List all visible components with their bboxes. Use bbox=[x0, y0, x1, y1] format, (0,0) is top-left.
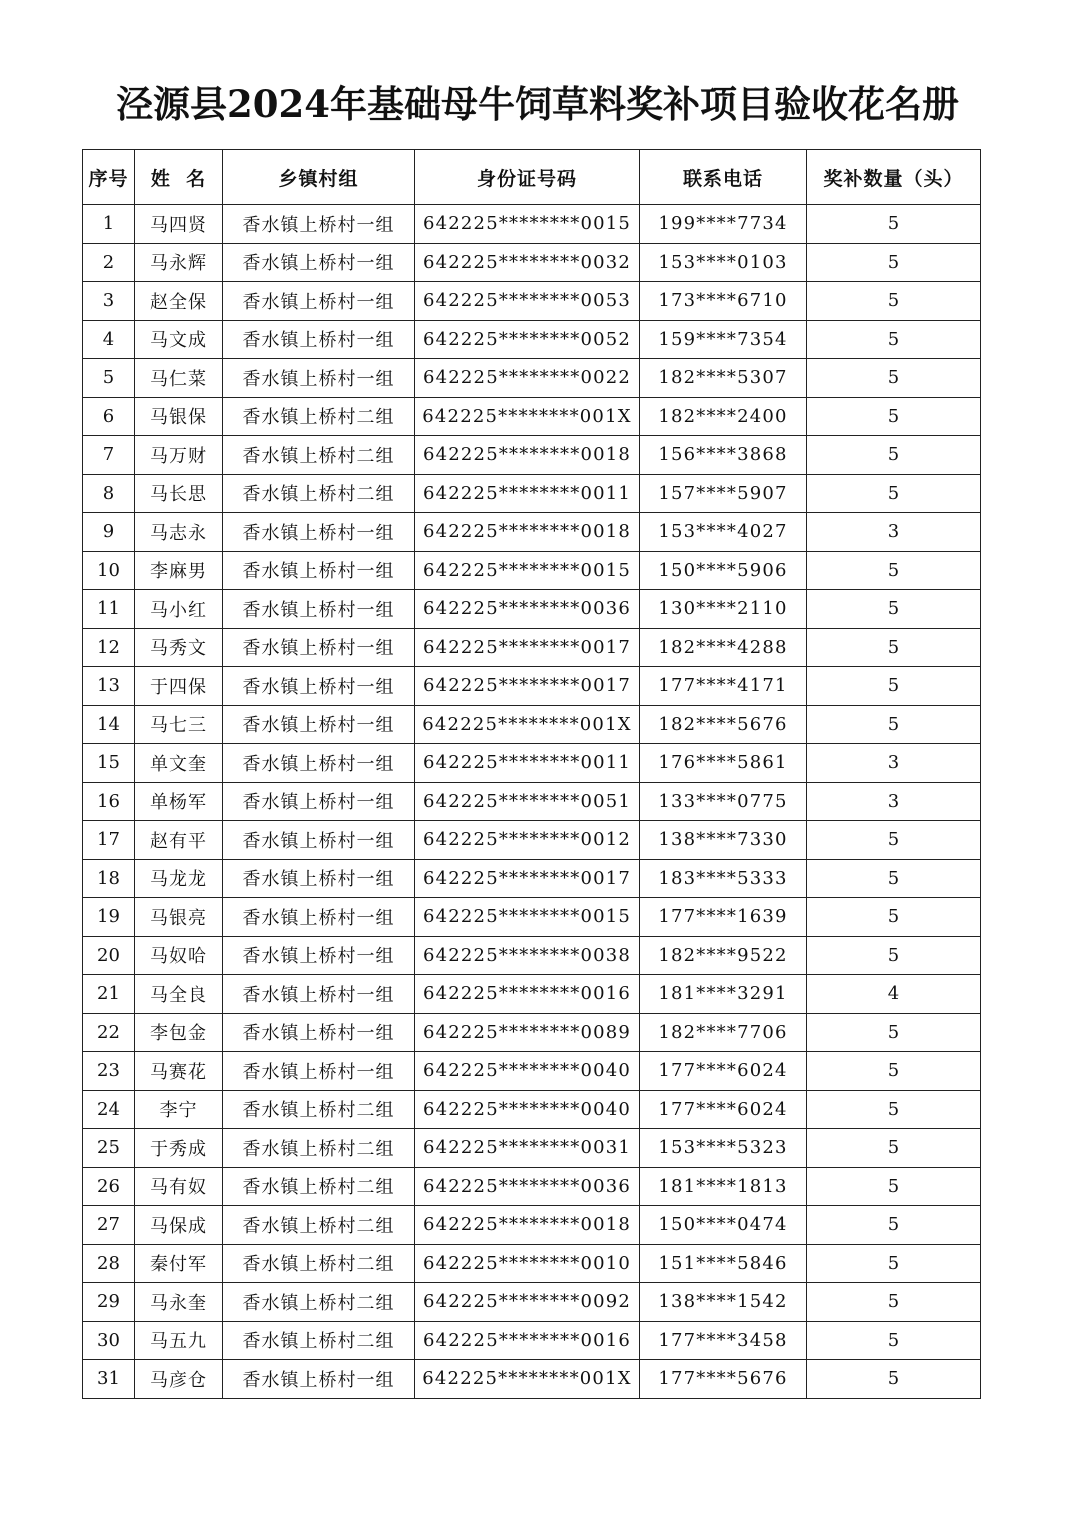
cell-village: 香水镇上桥村二组 bbox=[223, 1167, 415, 1206]
cell-idnum: 642225********0010 bbox=[415, 1244, 640, 1283]
cell-name: 马仁菜 bbox=[135, 359, 223, 398]
cell-village: 香水镇上桥村一组 bbox=[223, 859, 415, 898]
cell-idnum: 642225********0011 bbox=[415, 744, 640, 783]
cell-idnum: 642225********0015 bbox=[415, 898, 640, 937]
cell-seq: 17 bbox=[83, 821, 135, 860]
table-row bbox=[83, 590, 981, 629]
cell-seq: 3 bbox=[83, 282, 135, 321]
cell-seq: 7 bbox=[83, 436, 135, 475]
roster-table bbox=[82, 149, 981, 1399]
cell-qty: 5 bbox=[807, 898, 981, 937]
cell-idnum: 642225********0031 bbox=[415, 1129, 640, 1168]
cell-village: 香水镇上桥村二组 bbox=[223, 474, 415, 513]
cell-phone: 177****1639 bbox=[640, 898, 807, 937]
cell-name: 马秀文 bbox=[135, 628, 223, 667]
table-row bbox=[83, 705, 981, 744]
cell-qty: 5 bbox=[807, 436, 981, 475]
cell-phone: 183****5333 bbox=[640, 859, 807, 898]
cell-village: 香水镇上桥村一组 bbox=[223, 705, 415, 744]
cell-seq: 30 bbox=[83, 1321, 135, 1360]
table-row bbox=[83, 243, 981, 282]
cell-village: 香水镇上桥村一组 bbox=[223, 628, 415, 667]
cell-village: 香水镇上桥村一组 bbox=[223, 1052, 415, 1091]
cell-village: 香水镇上桥村一组 bbox=[223, 551, 415, 590]
cell-idnum: 642225********0036 bbox=[415, 1167, 640, 1206]
cell-seq: 18 bbox=[83, 859, 135, 898]
cell-idnum: 642225********0012 bbox=[415, 821, 640, 860]
cell-village: 香水镇上桥村一组 bbox=[223, 1360, 415, 1399]
table-row bbox=[83, 397, 981, 436]
cell-qty: 5 bbox=[807, 1244, 981, 1283]
cell-phone: 182****4288 bbox=[640, 628, 807, 667]
cell-village: 香水镇上桥村一组 bbox=[223, 359, 415, 398]
cell-qty: 5 bbox=[807, 1321, 981, 1360]
cell-name: 马志永 bbox=[135, 513, 223, 552]
cell-name: 马全良 bbox=[135, 975, 223, 1014]
cell-seq: 12 bbox=[83, 628, 135, 667]
cell-name: 马长思 bbox=[135, 474, 223, 513]
cell-qty: 5 bbox=[807, 474, 981, 513]
cell-seq: 22 bbox=[83, 1013, 135, 1052]
cell-phone: 177****5676 bbox=[640, 1360, 807, 1399]
cell-phone: 133****0775 bbox=[640, 782, 807, 821]
cell-phone: 130****2110 bbox=[640, 590, 807, 629]
cell-seq: 8 bbox=[83, 474, 135, 513]
header-village: 乡镇村组 bbox=[223, 150, 415, 205]
cell-idnum: 642225********0018 bbox=[415, 436, 640, 475]
cell-qty: 3 bbox=[807, 513, 981, 552]
cell-qty: 5 bbox=[807, 1052, 981, 1091]
cell-phone: 150****0474 bbox=[640, 1206, 807, 1245]
cell-seq: 9 bbox=[83, 513, 135, 552]
header-name: 姓 名 bbox=[135, 150, 223, 205]
cell-qty: 5 bbox=[807, 320, 981, 359]
table-row bbox=[83, 1167, 981, 1206]
cell-village: 香水镇上桥村二组 bbox=[223, 1129, 415, 1168]
cell-name: 于四保 bbox=[135, 667, 223, 706]
cell-idnum: 642225********0016 bbox=[415, 975, 640, 1014]
cell-idnum: 642225********0038 bbox=[415, 936, 640, 975]
cell-name: 马四贤 bbox=[135, 205, 223, 244]
cell-seq: 1 bbox=[83, 205, 135, 244]
cell-village: 香水镇上桥村二组 bbox=[223, 1206, 415, 1245]
table-row bbox=[83, 513, 981, 552]
cell-qty: 5 bbox=[807, 282, 981, 321]
cell-phone: 182****5307 bbox=[640, 359, 807, 398]
cell-idnum: 642225********0032 bbox=[415, 243, 640, 282]
cell-qty: 5 bbox=[807, 628, 981, 667]
cell-name: 单杨军 bbox=[135, 782, 223, 821]
cell-qty: 5 bbox=[807, 859, 981, 898]
cell-phone: 153****0103 bbox=[640, 243, 807, 282]
cell-seq: 31 bbox=[83, 1360, 135, 1399]
cell-name: 秦付军 bbox=[135, 1244, 223, 1283]
cell-village: 香水镇上桥村二组 bbox=[223, 1321, 415, 1360]
cell-village: 香水镇上桥村二组 bbox=[223, 436, 415, 475]
cell-name: 马奴哈 bbox=[135, 936, 223, 975]
cell-idnum: 642225********0092 bbox=[415, 1283, 640, 1322]
cell-seq: 26 bbox=[83, 1167, 135, 1206]
cell-name: 李包金 bbox=[135, 1013, 223, 1052]
cell-idnum: 642225********0016 bbox=[415, 1321, 640, 1360]
cell-village: 香水镇上桥村一组 bbox=[223, 282, 415, 321]
table-row bbox=[83, 1360, 981, 1399]
cell-phone: 176****5861 bbox=[640, 744, 807, 783]
cell-name: 于秀成 bbox=[135, 1129, 223, 1168]
cell-idnum: 642225********0052 bbox=[415, 320, 640, 359]
cell-idnum: 642225********0015 bbox=[415, 205, 640, 244]
cell-idnum: 642225********0089 bbox=[415, 1013, 640, 1052]
cell-seq: 14 bbox=[83, 705, 135, 744]
table-row bbox=[83, 282, 981, 321]
cell-qty: 5 bbox=[807, 821, 981, 860]
cell-village: 香水镇上桥村一组 bbox=[223, 782, 415, 821]
cell-village: 香水镇上桥村一组 bbox=[223, 1013, 415, 1052]
table-row bbox=[83, 859, 981, 898]
table-row bbox=[83, 474, 981, 513]
cell-idnum: 642225********0017 bbox=[415, 859, 640, 898]
table-row bbox=[83, 628, 981, 667]
cell-qty: 5 bbox=[807, 667, 981, 706]
cell-name: 马永奎 bbox=[135, 1283, 223, 1322]
cell-village: 香水镇上桥村二组 bbox=[223, 1244, 415, 1283]
cell-idnum: 642225********001X bbox=[415, 397, 640, 436]
header-row bbox=[83, 150, 981, 205]
cell-name: 马永辉 bbox=[135, 243, 223, 282]
table-row bbox=[83, 205, 981, 244]
cell-idnum: 642225********0018 bbox=[415, 513, 640, 552]
header-id-number: 身份证号码 bbox=[415, 150, 640, 205]
cell-qty: 5 bbox=[807, 359, 981, 398]
cell-phone: 199****7734 bbox=[640, 205, 807, 244]
cell-idnum: 642225********0040 bbox=[415, 1090, 640, 1129]
cell-qty: 4 bbox=[807, 975, 981, 1014]
cell-phone: 177****3458 bbox=[640, 1321, 807, 1360]
cell-idnum: 642225********0015 bbox=[415, 551, 640, 590]
cell-name: 马保成 bbox=[135, 1206, 223, 1245]
table-row bbox=[83, 1206, 981, 1245]
table-body bbox=[83, 205, 981, 1399]
cell-seq: 5 bbox=[83, 359, 135, 398]
header-phone: 联系电话 bbox=[640, 150, 807, 205]
cell-qty: 5 bbox=[807, 243, 981, 282]
cell-name: 马银保 bbox=[135, 397, 223, 436]
cell-qty: 5 bbox=[807, 1206, 981, 1245]
table-row bbox=[83, 975, 981, 1014]
cell-name: 马赛花 bbox=[135, 1052, 223, 1091]
table-row bbox=[83, 782, 981, 821]
table-row bbox=[83, 359, 981, 398]
table-row bbox=[83, 744, 981, 783]
table-row bbox=[83, 551, 981, 590]
cell-name: 赵全保 bbox=[135, 282, 223, 321]
table-row bbox=[83, 667, 981, 706]
cell-seq: 11 bbox=[83, 590, 135, 629]
cell-phone: 153****4027 bbox=[640, 513, 807, 552]
cell-name: 马彦仓 bbox=[135, 1360, 223, 1399]
cell-phone: 156****3868 bbox=[640, 436, 807, 475]
cell-phone: 151****5846 bbox=[640, 1244, 807, 1283]
cell-name: 马万财 bbox=[135, 436, 223, 475]
cell-phone: 182****5676 bbox=[640, 705, 807, 744]
cell-village: 香水镇上桥村二组 bbox=[223, 1090, 415, 1129]
cell-qty: 5 bbox=[807, 205, 981, 244]
table-row bbox=[83, 1283, 981, 1322]
cell-idnum: 642225********0051 bbox=[415, 782, 640, 821]
cell-village: 香水镇上桥村一组 bbox=[223, 667, 415, 706]
cell-idnum: 642225********0036 bbox=[415, 590, 640, 629]
cell-village: 香水镇上桥村一组 bbox=[223, 975, 415, 1014]
cell-phone: 177****4171 bbox=[640, 667, 807, 706]
cell-seq: 25 bbox=[83, 1129, 135, 1168]
cell-name: 马文成 bbox=[135, 320, 223, 359]
cell-seq: 23 bbox=[83, 1052, 135, 1091]
cell-village: 香水镇上桥村一组 bbox=[223, 821, 415, 860]
cell-name: 马龙龙 bbox=[135, 859, 223, 898]
header-subsidy-qty: 奖补数量（头） bbox=[807, 150, 981, 205]
cell-phone: 173****6710 bbox=[640, 282, 807, 321]
cell-phone: 159****7354 bbox=[640, 320, 807, 359]
cell-qty: 5 bbox=[807, 936, 981, 975]
cell-qty: 3 bbox=[807, 744, 981, 783]
table-row bbox=[83, 821, 981, 860]
table-row bbox=[83, 436, 981, 475]
cell-village: 香水镇上桥村一组 bbox=[223, 936, 415, 975]
cell-phone: 138****1542 bbox=[640, 1283, 807, 1322]
cell-phone: 182****9522 bbox=[640, 936, 807, 975]
cell-qty: 3 bbox=[807, 782, 981, 821]
cell-idnum: 642225********001X bbox=[415, 705, 640, 744]
cell-phone: 150****5906 bbox=[640, 551, 807, 590]
cell-idnum: 642225********001X bbox=[415, 1360, 640, 1399]
cell-village: 香水镇上桥村一组 bbox=[223, 590, 415, 629]
cell-phone: 177****6024 bbox=[640, 1052, 807, 1091]
cell-qty: 5 bbox=[807, 551, 981, 590]
cell-village: 香水镇上桥村一组 bbox=[223, 513, 415, 552]
cell-seq: 21 bbox=[83, 975, 135, 1014]
cell-seq: 10 bbox=[83, 551, 135, 590]
cell-seq: 6 bbox=[83, 397, 135, 436]
table-row bbox=[83, 936, 981, 975]
cell-seq: 27 bbox=[83, 1206, 135, 1245]
table-row bbox=[83, 898, 981, 937]
table-row bbox=[83, 1013, 981, 1052]
cell-idnum: 642225********0022 bbox=[415, 359, 640, 398]
header-seq: 序号 bbox=[83, 150, 135, 205]
cell-seq: 13 bbox=[83, 667, 135, 706]
cell-qty: 5 bbox=[807, 1013, 981, 1052]
cell-qty: 5 bbox=[807, 397, 981, 436]
cell-phone: 181****3291 bbox=[640, 975, 807, 1014]
cell-idnum: 642225********0053 bbox=[415, 282, 640, 321]
cell-village: 香水镇上桥村一组 bbox=[223, 243, 415, 282]
cell-name: 李宁 bbox=[135, 1090, 223, 1129]
table-row bbox=[83, 1090, 981, 1129]
cell-seq: 2 bbox=[83, 243, 135, 282]
table-row bbox=[83, 320, 981, 359]
cell-qty: 5 bbox=[807, 705, 981, 744]
cell-qty: 5 bbox=[807, 1283, 981, 1322]
cell-village: 香水镇上桥村一组 bbox=[223, 898, 415, 937]
cell-phone: 153****5323 bbox=[640, 1129, 807, 1168]
cell-seq: 16 bbox=[83, 782, 135, 821]
cell-qty: 5 bbox=[807, 1360, 981, 1399]
cell-village: 香水镇上桥村一组 bbox=[223, 205, 415, 244]
cell-name: 马五九 bbox=[135, 1321, 223, 1360]
cell-name: 单文奎 bbox=[135, 744, 223, 783]
cell-seq: 15 bbox=[83, 744, 135, 783]
cell-name: 马有奴 bbox=[135, 1167, 223, 1206]
cell-village: 香水镇上桥村二组 bbox=[223, 1283, 415, 1322]
cell-qty: 5 bbox=[807, 1167, 981, 1206]
cell-name: 马银亮 bbox=[135, 898, 223, 937]
cell-idnum: 642225********0017 bbox=[415, 628, 640, 667]
cell-seq: 20 bbox=[83, 936, 135, 975]
cell-seq: 28 bbox=[83, 1244, 135, 1283]
cell-village: 香水镇上桥村一组 bbox=[223, 320, 415, 359]
cell-name: 李麻男 bbox=[135, 551, 223, 590]
table-row bbox=[83, 1129, 981, 1168]
cell-idnum: 642225********0040 bbox=[415, 1052, 640, 1091]
cell-name: 赵有平 bbox=[135, 821, 223, 860]
cell-phone: 138****7330 bbox=[640, 821, 807, 860]
cell-phone: 182****7706 bbox=[640, 1013, 807, 1052]
cell-village: 香水镇上桥村二组 bbox=[223, 397, 415, 436]
cell-qty: 5 bbox=[807, 1090, 981, 1129]
cell-name: 马小红 bbox=[135, 590, 223, 629]
cell-idnum: 642225********0018 bbox=[415, 1206, 640, 1245]
cell-seq: 24 bbox=[83, 1090, 135, 1129]
cell-seq: 19 bbox=[83, 898, 135, 937]
table-row bbox=[83, 1052, 981, 1091]
cell-idnum: 642225********0017 bbox=[415, 667, 640, 706]
cell-seq: 29 bbox=[83, 1283, 135, 1322]
cell-idnum: 642225********0011 bbox=[415, 474, 640, 513]
page-title: 泾源县2024年基础母牛饲草料奖补项目验收花名册 bbox=[116, 82, 959, 126]
cell-qty: 5 bbox=[807, 1129, 981, 1168]
cell-qty: 5 bbox=[807, 590, 981, 629]
table-row bbox=[83, 1244, 981, 1283]
cell-seq: 4 bbox=[83, 320, 135, 359]
table-row bbox=[83, 1321, 981, 1360]
cell-village: 香水镇上桥村一组 bbox=[223, 744, 415, 783]
cell-phone: 182****2400 bbox=[640, 397, 807, 436]
cell-name: 马七三 bbox=[135, 705, 223, 744]
cell-phone: 181****1813 bbox=[640, 1167, 807, 1206]
cell-phone: 157****5907 bbox=[640, 474, 807, 513]
cell-phone: 177****6024 bbox=[640, 1090, 807, 1129]
